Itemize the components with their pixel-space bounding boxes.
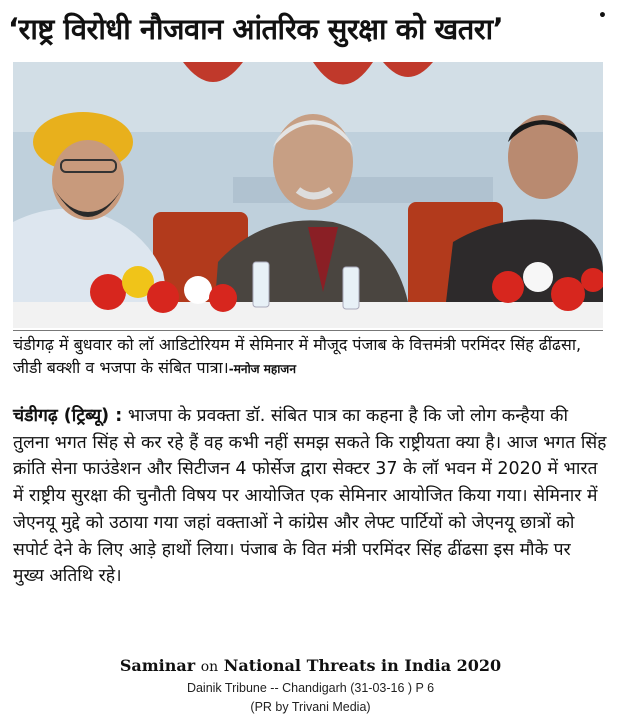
news-photo [13, 62, 603, 328]
footer-title-part1: Saminar [119, 656, 196, 675]
footer-title-part2: National Threats in India 2020 [223, 656, 502, 675]
footer-source: Dainik Tribune -- Chandigarh (31-03-16 ) P 6 [186, 681, 435, 695]
caption-text: चंडीगढ़ में बुधवार को लॉ आडिटोरियम में सेमिनार में मौजूद पंजाब के वित्तमंत्री परमिंदर सिंह ढींढसा, जीडी बक्शी व भजपा के संबित पात्रा। [13, 335, 582, 377]
news-photo-illustration [13, 62, 603, 328]
footer-pr: (PR by Trivani Media) [250, 700, 371, 714]
corner-mark: • [598, 8, 607, 24]
photo-caption [13, 333, 605, 381]
article-dateline: चंडीगढ़ (ट्रिब्यू) : [13, 406, 123, 426]
photo-credit: -मनोज महाजन [228, 362, 296, 376]
article-body [13, 403, 607, 590]
headline: ‘राष्ट्र विरोधी नौजवान आंतरिक सुरक्षा को खतरा’ [8, 12, 504, 46]
article-text: भाजपा के प्रवक्ता डॉ. संबित पात्र का कहना है कि जो लोग कन्हैया की तुलना भगत सिंह से कर रहे हैं वह कभी नहीं समझ सकते कि राष्ट्रीयता क्या है। आज भगत सिंह क्रांति सेना फाउंडेशन और सिटीजन 4 फोर्सेज द्वारा सेक्टर 37 के लॉ भवन में 2020 में भारत में राष्ट्रीय सुरक्षा की चुनौती विषय पर आयोजित एक सेमिनार आयोजित किया गया। सेमिनार में जेएनयू मुद्दे को उठाया गया जहां वक्ताओं ने कांग्रेस और लेफ्ट पार्टियों को जेएनयू छात्रों को सपोर्ट देने के लिए आड़े हाथों लिया। पंजाब के वित मंत्री परमिंदर सिंह ढींढसा इस मौके पर मुख्य अतिथि रहे। [13, 406, 607, 587]
footer-title-on: on [200, 659, 219, 675]
caption-rule [13, 330, 603, 331]
footer-title [0, 656, 621, 675]
